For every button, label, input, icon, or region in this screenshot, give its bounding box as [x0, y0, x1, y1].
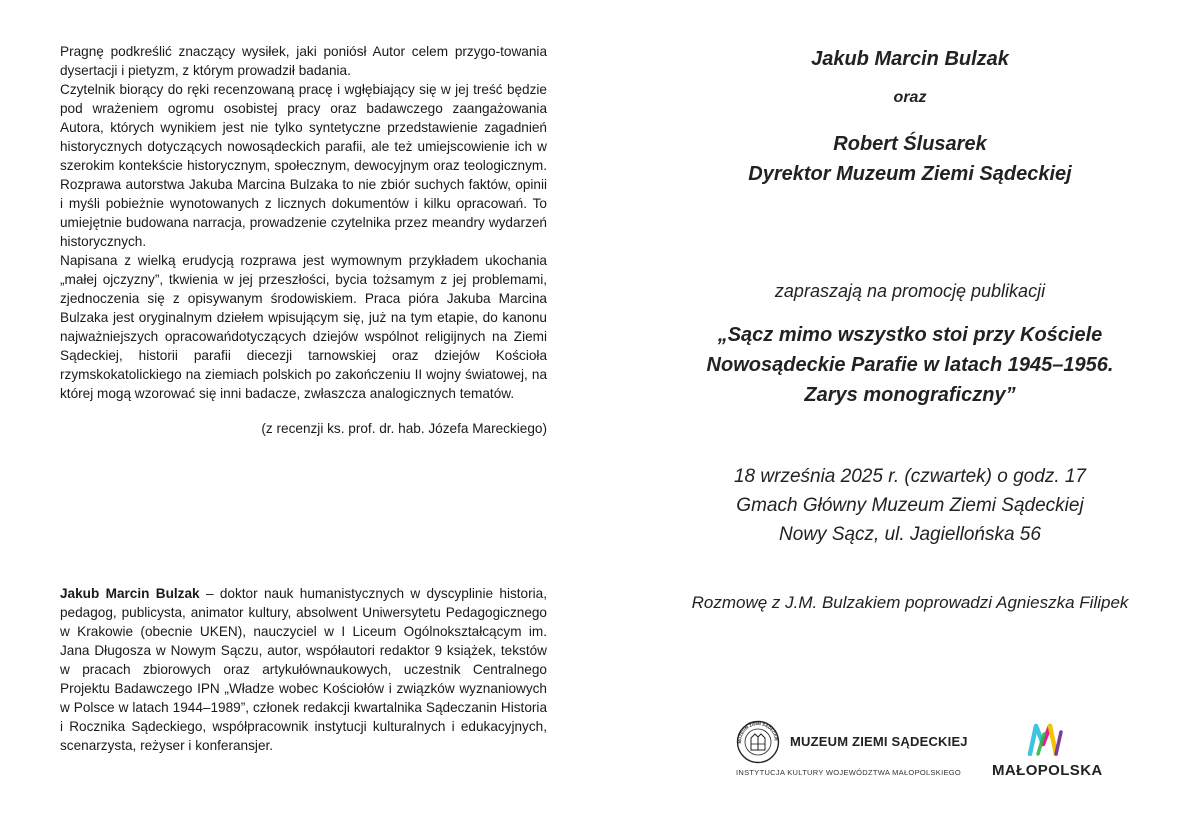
- malopolska-logo: [992, 722, 1112, 782]
- museum-name: MUZEUM ZIEMI SĄDECKIEJ: [790, 734, 968, 749]
- title-line: Zarys monograficzny”: [804, 384, 1016, 406]
- event-date: 18 września 2025 r. (czwartek) o godz. 17: [733, 466, 1087, 487]
- moderator-note: Rozmowę z J.M. Bulzakiem poprowadzi Agnieszka Filipek: [691, 593, 1129, 612]
- invite-text: zapraszają na promocję publikacji: [774, 281, 1046, 301]
- host-2-role: Dyrektor Muzeum Ziemi Sądeckiej: [748, 163, 1072, 185]
- logos-row: [736, 718, 1136, 788]
- event-address: Nowy Sącz, ul. Jagiellońska 56: [779, 524, 1041, 545]
- museum-logo: [736, 718, 976, 778]
- event-details: [640, 462, 1180, 549]
- title-line: Nowosądeckie Parafie w latach 1945–1956.: [706, 354, 1114, 376]
- review-citation: (z recenzji ks. prof. dr. hab. Józefa Mareckiego): [261, 421, 547, 436]
- bio-text: – doktor nauk humanistycznych w dyscyplinie historia, pedagog, publicysta, animator kultury, absolwent Uniwersytetu Pedagogicznego w Krakowie (obecnie UKEN), nauczyciel w I Liceum Ogólnokształcącym im. Jana Długosza w Nowym Sączu, autor, współautori redaktor 9 książek, tekstów w pracach zbiorowych oraz artykułównaukowych, uczestnik Centralnego Projektu Badawczego IPN „Władze wobec Kościołów i związków wyznaniowych w Polsce w latach 1944–1989”, członek redakcji kwartalnika Sądeczanin Historia i Rocznika Sądeckiego, współpracownik instytucji kulturalnych i edukacyjnych, scenarzysta, reżyser i konferansjer.: [60, 586, 547, 753]
- host-name-2: Robert Ślusarek: [833, 133, 987, 155]
- conjunction: oraz: [893, 89, 927, 106]
- invitation-section: [640, 44, 1180, 613]
- bio-author-name: Jakub Marcin Bulzak: [60, 586, 200, 601]
- review-paragraph: Czytelnik biorący do ręki recenzowaną pracę i wgłębiający się w jej treść będzie pod wrażeniem ogromu osobistej pracy oraz badawczego zaangażowania Autora, których wynikiem jest nie tylko syntetyczne przedstawienie zagadnień historycznych dotyczących nowosądeckich parafii, ale też umiejscowienie ich w szerokim kontekście historycznym, społecznym, dewocyjnym oraz teologicznym. Rozprawa autorstwa Jakuba Marcina Bulzaka to nie zbiór suchych faktów, opinii i myśli pobieżnie wynotowanych z licznych dokumentów i kilku opracowań. To umiejętnie budowana narracja, prowadzenie czytelnika przez meandry wydarzeń historycznych.: [60, 82, 547, 249]
- host-2-block: [640, 129, 1180, 189]
- museum-seal-icon: [736, 720, 780, 764]
- review-paragraph: Pragnę podkreślić znaczący wysiłek, jaki poniósł Autor celem przygo-towania dysertacji i pietyzm, z którym prowadził badania.: [60, 44, 547, 78]
- museum-subtitle: INSTYTUCJA KULTURY WOJEWÓDZTWA MAŁOPOLSKIEGO: [736, 768, 962, 777]
- museum-seal-text: MUZEUM ZIEMI SĄDECKIE: [736, 720, 780, 744]
- host-name-1: Jakub Marcin Bulzak: [811, 48, 1009, 70]
- review-section: [60, 42, 547, 438]
- publication-title: [640, 320, 1180, 410]
- author-bio: [60, 584, 547, 755]
- region-name: MAŁOPOLSKA: [992, 762, 1103, 779]
- malopolska-mark-icon: [1026, 722, 1066, 756]
- title-line: „Sącz mimo wszystko stoi przy Kościele: [717, 324, 1103, 346]
- event-venue: Gmach Główny Muzeum Ziemi Sądeckiej: [736, 495, 1084, 516]
- review-paragraph: Napisana z wielką erudycją rozprawa jest wymownym przykładem ukochania „małej ojczyzny”, tkwienia w jej przeszłości, bycia tożsamym z jej problemami, zjednoczenia się z opisywanym środowiskiem. Praca pióra Jakuba Marcina Bulzaka jest oryginalnym dziełem wpisującym się, już na tym etapie, do kanonu najważniejszych opracowańdotyczących dziejów wspólnot religijnych na Ziemi Sądeckiej, historii parafii diecezji tarnowskiej oraz dziejów Kościoła rzymskokatolickiego na ziemiach polskich po zakończeniu II wojny światowej, na której mogą wzorować się inni badacze, zwłaszcza analogicznych tematów.: [60, 253, 547, 401]
